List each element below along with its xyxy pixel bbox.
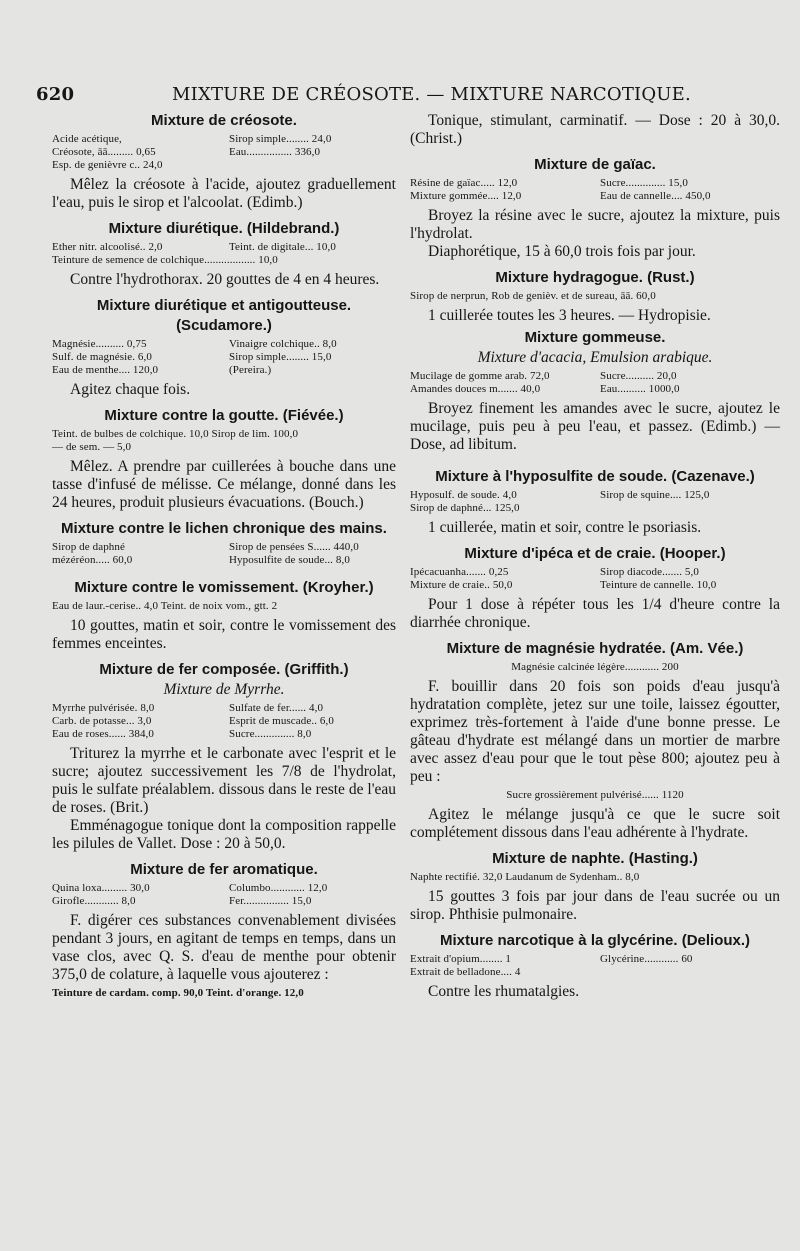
paragraph: Pour 1 dose à répéter tous les 1/4 d'heure contre la diarrhée chronique. xyxy=(410,596,780,631)
ingredient: Sirop simple........ 15,0 xyxy=(229,351,332,363)
right-column xyxy=(410,112,780,1001)
paragraph: Broyez finement les amandes avec le sucre, ajoutez le mucilage, puis peu à peu l'eau, et passez. (Edimb.) — Dose, ad libitum. xyxy=(410,400,780,453)
recipe xyxy=(410,290,780,303)
ingredient: Ipécacuanha....... 0,25 xyxy=(410,566,509,578)
recipe xyxy=(52,541,396,567)
ingredient: Amandes douces m....... 40,0 xyxy=(410,383,541,395)
page-number: 620 xyxy=(36,84,75,105)
section-title: Mixture hydragogue. (Rust.) xyxy=(495,269,695,286)
section-title: Mixture de créosote. xyxy=(151,112,297,129)
ingredient: Sucre grossièrement pulvérisé...... 1120 xyxy=(506,789,684,801)
recipe xyxy=(52,600,396,613)
paragraph: 15 gouttes 3 fois par jour dans de l'eau sucrée ou un sirop. Phthisie pulmonaire. xyxy=(410,888,780,923)
ingredient: Naphte rectifié. 32,0 Laudanum de Sydenham.. 8,0 xyxy=(410,871,640,883)
ingredient: Sirop de daphné xyxy=(52,541,125,553)
ingredient: Résine de gaïac..... 12,0 xyxy=(410,177,518,189)
paragraph: Emménagogue tonique dont la composition rappelle les pilules de Vallet. Dose : 20 à 50,0. xyxy=(52,817,396,852)
section-title: Mixture de naphte. (Hasting.) xyxy=(492,850,698,867)
section-title: Mixture diurétique. (Hildebrand.) xyxy=(108,220,340,237)
paragraph: Agitez le mélange jusqu'à ce que le sucre soit complétement dissous dans l'eau adhérente à l'hydrate. xyxy=(410,806,780,841)
section-subtitle: Mixture d'acacia, Emulsion arabique. xyxy=(477,349,713,366)
recipe xyxy=(410,489,780,515)
section-title: Mixture de fer composée. (Griffith.) xyxy=(99,661,349,678)
ingredient xyxy=(219,159,396,172)
paragraph: F. digérer ces substances convenablement divisées pendant 3 jours, en agitant de temps en temps, dans un vase clos, avec Q. S. d'eau de menthe pour obtenir 375,0 de colature, à laquelle vous ajouterez : xyxy=(52,912,396,983)
ingredient: Esprit de muscade.. 6,0 xyxy=(229,715,334,727)
section-title: Mixture diurétique et antigoutteuse. xyxy=(96,297,352,314)
ingredient: Teinture de cardam. comp. 90,0 Teint. d'orange. 12,0 xyxy=(52,987,304,999)
ingredient: Teint. de bulbes de colchique. 10,0 Sirop de lim. 100,0 xyxy=(52,428,299,440)
section-title: Mixture de magnésie hydratée. (Am. Vée.) xyxy=(446,640,744,657)
ingredient xyxy=(590,502,780,515)
paragraph: Tonique, stimulant, carminatif. — Dose : 20 à 30,0. (Christ.) xyxy=(410,112,780,147)
ingredient: Mucilage de gomme arab. 72,0 xyxy=(410,370,550,382)
section-subtitle: Mixture de Myrrhe. xyxy=(163,681,285,698)
ingredient: Mixture de craie.. 50,0 xyxy=(410,579,513,591)
ingredient: Hyposulfite de soude... 8,0 xyxy=(229,554,350,566)
recipe xyxy=(52,338,396,377)
ingredient: Acide acétique, xyxy=(52,133,122,145)
paragraph: Triturez la myrrhe et le carbonate avec l'esprit et le sucre; ajoutez successivement les 7/8 de l'hydrolat, puis le sulfate préalablem. dissous dans le reste de l'eau de roses. (Brit.) xyxy=(52,745,396,816)
ingredient xyxy=(590,966,780,979)
section-author: (Scudamore.) xyxy=(176,317,272,334)
ingredient: Esp. de genièvre c.. 24,0 xyxy=(52,159,163,171)
recipe xyxy=(52,241,396,267)
recipe xyxy=(410,789,780,802)
ingredient: Sucre.............. 15,0 xyxy=(600,177,688,189)
paragraph: 1 cuillerée toutes les 3 heures. — Hydropisie. xyxy=(428,307,711,324)
section-title: Mixture contre la goutte. (Fiévée.) xyxy=(104,407,344,424)
ingredient: Sirop de pensées S...... 440,0 xyxy=(229,541,359,553)
ingredient: Créosote, āā......... 0,65 xyxy=(52,146,156,158)
ingredient: Carb. de potasse... 3,0 xyxy=(52,715,152,727)
recipe xyxy=(410,566,780,592)
ingredient: Teinture de semence de colchique.................. 10,0 xyxy=(52,254,278,266)
section-title: Mixture gommeuse. xyxy=(524,329,666,346)
ingredient: Eau de menthe.... 120,0 xyxy=(52,364,159,376)
ingredient: Eau.......... 1000,0 xyxy=(600,383,680,395)
ingredient: Sucre.............. 8,0 xyxy=(229,728,312,740)
ingredient: Ether nitr. alcoolisé.. 2,0 xyxy=(52,241,163,253)
recipe xyxy=(410,177,780,203)
ingredient: Sirop de daphné... 125,0 xyxy=(410,502,520,514)
ingredient: Teint. de digitale... 10,0 xyxy=(229,241,336,253)
page-header xyxy=(36,84,780,108)
left-column xyxy=(52,112,396,1004)
ingredient: Hyposulf. de soude. 4,0 xyxy=(410,489,517,501)
paragraph: Contre l'hydrothorax. 20 gouttes de 4 en 4 heures. xyxy=(70,271,380,288)
paragraph: F. bouillir dans 20 fois son poids d'eau jusqu'à hydratation complète, jetez sur une toile, laissez égoutter, exprimez très-fortement à l'aide d'une bonne presse. Le gâteau d'hydrate est mélangé dans un mortier de marbre avec assez d'eau pour que le tout pèse 800; ajoutez peu à peu : xyxy=(410,678,780,785)
paragraph: Contre les rhumatalgies. xyxy=(428,983,580,1000)
paragraph: 10 gouttes, matin et soir, contre le vomissement des femmes enceintes. xyxy=(52,617,396,652)
recipe xyxy=(52,133,396,172)
running-head: MIXTURE DE CRÉOSOTE. — MIXTURE NARCOTIQUE. xyxy=(172,84,691,105)
ingredient: Sucre.......... 20,0 xyxy=(600,370,677,382)
recipe xyxy=(52,428,396,454)
section-title: Mixture contre le lichen chronique des mains. xyxy=(61,520,387,537)
paragraph: Agitez chaque fois. xyxy=(70,381,191,398)
ingredient: Extrait d'opium........ 1 xyxy=(410,953,512,965)
ingredient: Eau................ 336,0 xyxy=(229,146,321,158)
recipe xyxy=(52,987,396,1000)
ingredient: Eau de laur.-cerise.. 4,0 Teint. de noix vom., gtt. 2 xyxy=(52,600,278,612)
ingredient: Glycérine............ 60 xyxy=(600,953,693,965)
ingredient: Mixture gommée.... 12,0 xyxy=(410,190,522,202)
ingredient: — de sem. — 5,0 xyxy=(52,441,132,453)
ingredient: Sirop simple........ 24,0 xyxy=(229,133,332,145)
recipe xyxy=(410,370,780,396)
section-title: Mixture contre le vomissement. (Kroyher.) xyxy=(74,579,374,596)
ingredient: Extrait de belladone.... 4 xyxy=(410,966,521,978)
recipe xyxy=(410,661,780,674)
ingredient: Sirop de squine.... 125,0 xyxy=(600,489,710,501)
ingredient: Magnésie.......... 0,75 xyxy=(52,338,147,350)
recipe xyxy=(52,702,396,741)
ingredient: Sirop de nerprun, Rob de genièv. et de sureau, āā. 60,0 xyxy=(410,290,656,302)
ingredient: Sulf. de magnésie. 6,0 xyxy=(52,351,152,363)
ingredient: Magnésie calcinée légère............ 200 xyxy=(511,661,679,673)
section-title: Mixture à l'hyposulfite de soude. (Cazenave.) xyxy=(435,468,755,485)
recipe xyxy=(52,882,396,908)
paragraph: Mêlez. A prendre par cuillerées à bouche dans une tasse d'infusé de mélisse. Ce mélange, donné dans les 24 heures, produit plusieurs évacuations. (Bouch.) xyxy=(52,458,396,511)
ingredient: Teinture de cannelle. 10,0 xyxy=(600,579,717,591)
ingredient: Eau de roses...... 384,0 xyxy=(52,728,154,740)
ingredient: Quina loxa......... 30,0 xyxy=(52,882,150,894)
source-note: (Pereira.) xyxy=(229,364,272,376)
ingredient: Girofle............ 8,0 xyxy=(52,895,136,907)
recipe xyxy=(410,953,780,979)
recipe xyxy=(410,871,780,884)
paragraph: Mêlez la créosote à l'acide, ajoutez graduellement l'eau, puis le sirop et l'alcoolat. (Edimb.) xyxy=(52,176,396,211)
ingredient: Myrrhe pulvérisée. 8,0 xyxy=(52,702,155,714)
section-title: Mixture de fer aromatique. xyxy=(130,861,318,878)
paragraph: Broyez la résine avec le sucre, ajoutez la mixture, puis l'hydrolat. xyxy=(410,207,780,242)
paragraph: Diaphorétique, 15 à 60,0 trois fois par jour. xyxy=(428,243,696,260)
section-title: Mixture de gaïac. xyxy=(534,156,656,173)
ingredient: Sulfate de fer...... 4,0 xyxy=(229,702,324,714)
ingredient: Vinaigre colchique.. 8,0 xyxy=(229,338,337,350)
ingredient: mézéréon..... 60,0 xyxy=(52,554,133,566)
ingredient: Fer................ 15,0 xyxy=(229,895,312,907)
ingredient: Columbo............ 12,0 xyxy=(229,882,328,894)
section-title: Mixture narcotique à la glycérine. (Delioux.) xyxy=(439,932,751,949)
paragraph: 1 cuillerée, matin et soir, contre le psoriasis. xyxy=(428,519,702,536)
ingredient: Eau de cannelle.... 450,0 xyxy=(600,190,711,202)
ingredient: Sirop diacode....... 5,0 xyxy=(600,566,699,578)
section-title: Mixture d'ipéca et de craie. (Hooper.) xyxy=(464,545,726,562)
